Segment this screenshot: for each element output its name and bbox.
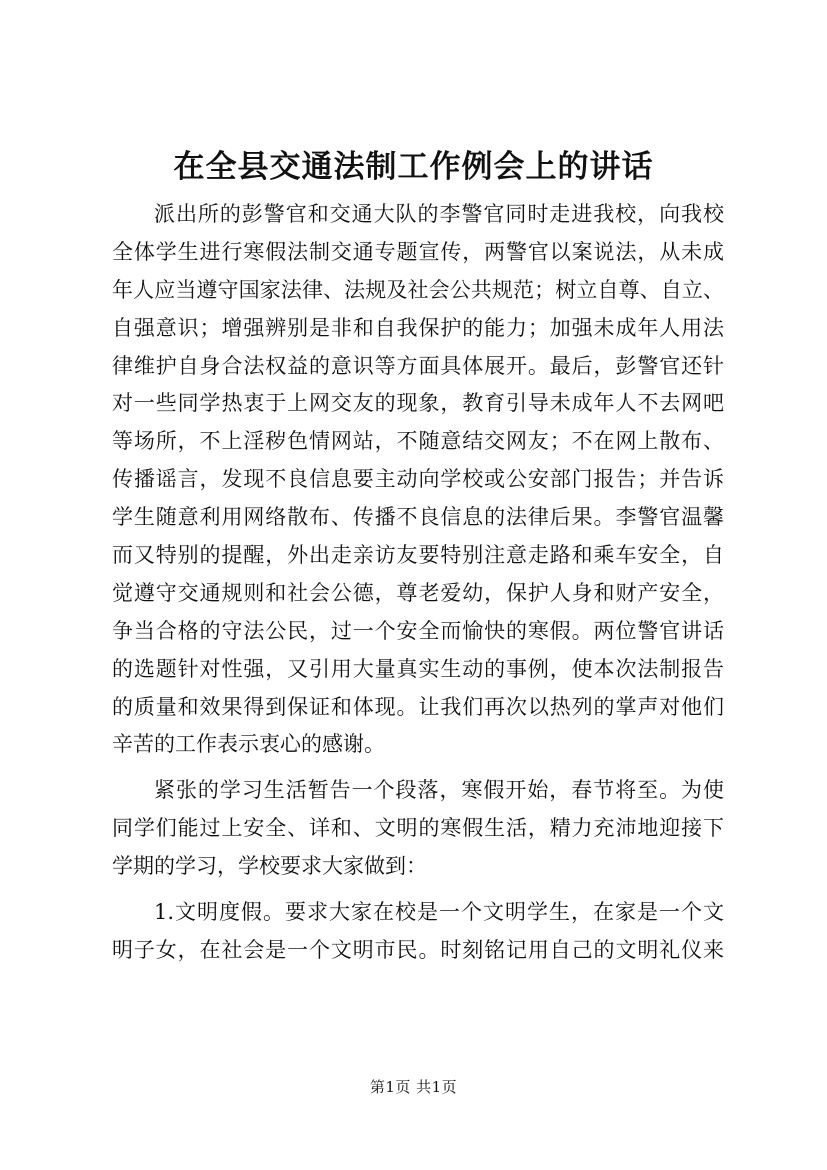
text-line: 的选题针对性强，又引用大量真实生动的事例，使本次法制报告 [112, 656, 724, 681]
text-line: 而又特别的提醒，外出走亲访友要特别注意走路和乘车安全，自 [112, 543, 724, 568]
text-line: 年人应当遵守国家法律、法规及社会公共规范；树立自尊、自立、 [112, 277, 724, 302]
text-line: 1.文明度假。要求大家在校是一个文明学生，在家是一个文 [154, 900, 724, 925]
paragraph [112, 772, 724, 886]
text-line: 同学们能过上安全、详和、文明的寒假生活，精力充沛地迎接下 [112, 816, 724, 841]
text-line: 派出所的彭警官和交通大队的李警官同时走进我校，向我校 [154, 202, 724, 226]
paragraph-gap [112, 764, 724, 772]
text-line: 对一些同学热衷于上网交友的现象，教育引导未成年人不去网吧 [112, 391, 724, 416]
paragraph [112, 894, 724, 970]
text-line: 等场所，不上淫秽色情网站，不随意结交网友；不在网上散布、 [112, 429, 724, 454]
text-line: 自强意识；增强辨别是非和自我保护的能力；加强未成年人用法 [112, 315, 724, 340]
text-line: 明子女，在社会是一个文明市民。时刻铭记用自己的文明礼仪来 [112, 937, 724, 962]
document-body [112, 196, 724, 970]
text-line: 紧张的学习生活暂告一个段落，寒假开始，春节将至。为使 [154, 778, 724, 803]
page-footer: 第1页 共1页 [369, 1078, 458, 1096]
text-line: 律维护自身合法权益的意识等方面具体展开。最后，彭警官还针 [112, 353, 724, 378]
paragraph [112, 196, 724, 764]
text-line: 学期的学习，学校要求大家做到： [112, 854, 427, 879]
document-title: 在全县交通法制工作例会上的讲话 [173, 149, 654, 185]
paragraph-gap [112, 886, 724, 894]
text-line: 辛苦的工作表示衷心的感谢。 [112, 732, 385, 757]
text-line: 学生随意利用网络散布、传播不良信息的法律后果。李警官温馨 [112, 505, 724, 530]
text-line: 争当合格的守法公民，过一个安全而愉快的寒假。两位警官讲话 [112, 618, 724, 643]
text-line: 全体学生进行寒假法制交通专题宣传，两警官以案说法，从未成 [112, 239, 724, 264]
text-line: 的质量和效果得到保证和体现。让我们再次以热列的掌声对他们 [112, 694, 724, 719]
text-line: 觉遵守交通规则和社会公德，尊老爱幼，保护人身和财产安全， [112, 580, 724, 605]
text-line: 传播谣言，发现不良信息要主动向学校或公安部门报告；并告诉 [112, 467, 724, 492]
